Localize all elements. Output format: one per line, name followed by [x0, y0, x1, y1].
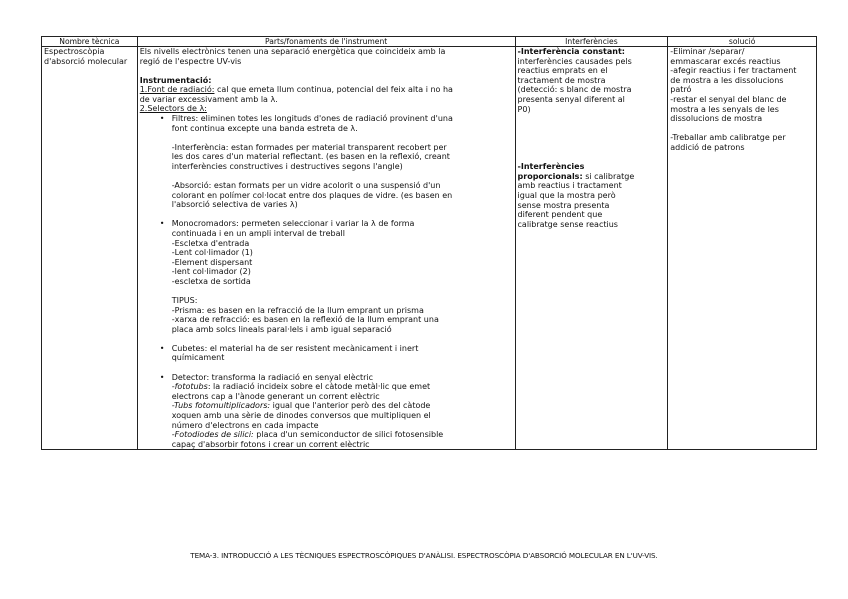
list-item-detector [159, 372, 513, 450]
calibratge-line: -Treballar amb calibratge per [670, 133, 786, 143]
tubs-text: xoquen amb una sèrie de dinodes conversos que multipliquen el [171, 410, 431, 420]
font-radiacio-label: 1.Font de radiació: [139, 85, 215, 95]
monocromador-part: -lent col·limador (2) [171, 267, 251, 277]
absorcio-line: l'absorció selectiva de varies λ) [171, 200, 298, 210]
proporcionals-title: proporcionals: [517, 171, 583, 181]
solucio-line: patró [670, 85, 692, 95]
filtres-text: eliminen totes les longituds d'ones de radiació provinent d'una [198, 114, 453, 124]
interferencia-line: -Interferència: estan formades per material transparent recobert per [171, 142, 447, 152]
page-caption: TEMA-3. INTRODUCCIÓ A LES TÈCNIQUES ESPECTROSCÒPIQUES D'ANÀLISI. ESPECTROSCÒPIA D'ABSORCIÓ MOLECULAR EN L'UV-VIS. [190, 551, 658, 560]
bullet-icon: • [159, 219, 165, 229]
monocromadors-line: Monocromadors: permeten seleccionar i variar la λ de forma [171, 219, 415, 229]
proporcionals-line: sense mostra presenta [517, 200, 610, 210]
table-row [42, 47, 817, 450]
tubs-text: igual que l'anterior però des del càtode [270, 401, 431, 411]
fototubs-text: electrons cap a l'ànode generant un corrent elèctric [171, 391, 380, 401]
proporcionals-title: -Interferències [517, 162, 585, 172]
tipus-line: placa amb solcs lineals paral·lels i amb igual separació [171, 324, 392, 334]
solucio-line: de mostra a les dissolucions [670, 75, 784, 85]
technique-line: d'absorció molecular [44, 56, 128, 66]
solucio-line: mostra a les senyals de les [670, 104, 779, 114]
technique-line: Espectroscòpia [44, 47, 105, 56]
proporcionals-line: amb reactius i tractament [517, 181, 622, 191]
technique-cell [42, 47, 138, 450]
solucio-line: emmascarar excés reactius [670, 56, 781, 66]
constant-line: tractament de mostra [517, 75, 606, 85]
monocromador-part: -Lent col·limador (1) [171, 248, 253, 258]
instrument-table [41, 36, 817, 450]
constant-line: interferències causades pels [517, 56, 632, 66]
proporcionals-line: si calibratge [582, 171, 635, 181]
intro-line: regió de l'espectre UV-vis [139, 56, 242, 66]
tipus-line: -xarxa de refracció: es basen en la reflexió de la llum emprant una [171, 315, 439, 325]
calibratge-line: addició de patrons [670, 142, 745, 152]
interferencia-line: interferències constructives i destructives segons l'angle) [171, 161, 403, 171]
constant-line: reactius emprats en el [517, 66, 608, 76]
selectors-label: 2.Selectors de λ: [139, 104, 207, 114]
font-radiacio-text: cal que emeta llum continua, potencial del feix alta i no ha [214, 85, 453, 95]
tubs-text: número d'electrons en cada impacte [171, 420, 319, 430]
constant-title: -Interferència constant: [517, 47, 625, 56]
constant-line: P0) [517, 104, 531, 114]
selectors-list [140, 114, 513, 449]
fonaments-cell [137, 47, 515, 450]
font-radiacio-line: de variar excessivament amb la λ. [139, 94, 278, 104]
fotodiodes-text: capaç d'absorbir fotons i crear un corrent elèctric [171, 439, 370, 449]
tubs-label: -Tubs fotomultiplicadors: [171, 401, 271, 411]
constant-line: presenta senyal diferent al [517, 94, 625, 104]
monocromador-part: -Element dispersant [171, 257, 253, 267]
table-header-row [42, 37, 817, 47]
intro-line: Els nivells electrònics tenen una separació energètica que coincideix amb la [139, 47, 446, 56]
fototubs-label: -fototubs [171, 382, 208, 392]
header-parts: Parts/fonaments de l'instrument [137, 37, 515, 47]
header-solution: solució [668, 37, 817, 47]
proporcionals-line: calibratge sense reactius [517, 219, 618, 229]
absorcio-line: colorant en polímer col·locat entre dos plaques de vidre. (es basen en [171, 190, 453, 200]
filtres-text: font continua excepte una banda estreta de λ. [171, 123, 358, 133]
instrumentacio-title: Instrumentació: [139, 75, 212, 85]
monocromador-part: -escletxa de sortida [171, 276, 251, 286]
header-interferences: Interferències [515, 37, 668, 47]
absorcio-line: -Absorció: estan formats per un vidre acolorit o una suspensió d'un [171, 181, 441, 191]
detector-line: Detector: transforma la radiació en senyal elèctric [171, 372, 374, 382]
cubetes-line: Cubetes: el material ha de ser resistent mecànicament i inert [171, 343, 419, 353]
list-item-monocromadors [159, 219, 513, 344]
interferencia-line: les dos cares d'un material reflectant. (es basen en la reflexió, creant [171, 152, 450, 162]
font-radiacio-line [140, 85, 513, 95]
bullet-icon: • [159, 343, 165, 353]
constant-line: (detecció: s blanc de mostra [517, 85, 632, 95]
solucio-line: -restar el senyal del blanc de [670, 94, 787, 104]
monocromador-part: -Escletxa d'entrada [171, 238, 250, 248]
solucio-line: -afegir reactius i fer tractament [670, 66, 797, 76]
bullet-icon: • [159, 114, 165, 124]
solucio-cell [668, 47, 817, 450]
monocromadors-line: continuada i en un ampli interval de treball [171, 228, 345, 238]
cubetes-line: químicament [171, 353, 225, 363]
tipus-title: TIPUS: [171, 295, 198, 305]
bullet-icon: • [159, 372, 165, 382]
list-item-cubetes [159, 343, 513, 373]
fotodiodes-text: placa d'un semiconductor de silici fotosensible [253, 430, 444, 440]
filtres-label: Filtres: [171, 114, 199, 124]
proporcionals-line: diferent pendent que [517, 210, 603, 220]
proporcionals-line: igual que la mostra però [517, 190, 616, 200]
tipus-line: -Prisma: es basen en la refracció de la llum emprant un prisma [171, 305, 424, 315]
fototubs-text: : la radiació incideix sobre el càtode metàl·lic que emet [207, 382, 431, 392]
interferencies-cell [515, 47, 668, 450]
fotodiodes-label: -Fotodiodes de silici: [171, 430, 254, 440]
header-technique: Nombre tècnica [42, 37, 138, 47]
solucio-line: -Eliminar /separar/ [670, 47, 745, 56]
list-item-filtres [159, 114, 513, 219]
solucio-line: dissolucions de mostra [670, 114, 763, 124]
